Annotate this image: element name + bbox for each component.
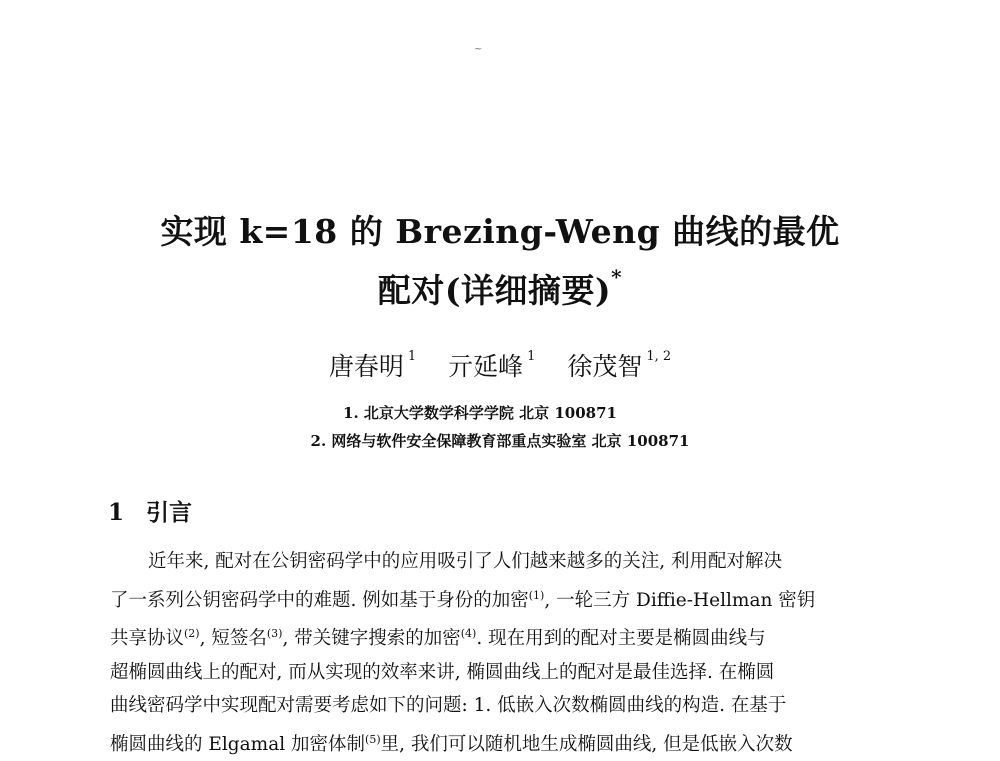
paragraph-line bbox=[110, 579, 890, 618]
paragraph-line: 近年来, 配对在公钥密码学中的应用吸引了人们越来越多的关注, 利用配对解决 bbox=[148, 551, 783, 572]
author-affiliation-mark: 1 bbox=[407, 348, 417, 364]
paragraph-text: 里, 我们可以随机地生成椭圆曲线, 但是低嵌入次数 bbox=[380, 733, 793, 755]
paragraph-text: . 现在用到的配对主要是椭圆曲线与 bbox=[476, 628, 766, 650]
author bbox=[448, 348, 536, 381]
section-heading bbox=[108, 494, 192, 527]
title-text-line2: 配对(详细摘要) bbox=[377, 271, 612, 310]
citation-ref: (5) bbox=[365, 732, 381, 746]
author-name: 徐茂智 bbox=[567, 352, 643, 381]
paragraph-text: 共享协议 bbox=[110, 628, 185, 650]
paper-title-line1 bbox=[0, 206, 1000, 253]
citation-ref: (3) bbox=[266, 627, 283, 641]
author-list bbox=[0, 347, 1000, 383]
author bbox=[567, 348, 672, 381]
paragraph-text: 椭圆曲线的 Elgamal 加密体制 bbox=[110, 733, 366, 755]
title-text-line1: 实现 k=18 的 Brezing-Weng 曲线的最优 bbox=[160, 212, 840, 251]
section-title: 引言 bbox=[146, 499, 193, 526]
paragraph-text: , 一轮三方 Diffie-Hellman 密钥 bbox=[544, 589, 816, 611]
citation-ref: (1) bbox=[528, 588, 545, 602]
title-footnote-mark: * bbox=[611, 265, 623, 289]
paragraph-line: 曲线密码学中实现配对需要考虑如下的问题: 1. 低嵌入次数椭圆曲线的构造. 在基于 bbox=[110, 695, 787, 717]
paragraph-text: 了一系列公钥密码学中的难题. 例如基于身份的加密 bbox=[110, 589, 529, 611]
paragraph-line: 超椭圆曲线上的配对, 而从实现的效率来讲, 椭圆曲线上的配对是最佳选择. 在椭圆 bbox=[110, 661, 775, 683]
paragraph-text: , 短签名 bbox=[199, 628, 267, 650]
affiliation-2: 2. 网络与软件安全保障教育部重点实验室 北京 100871 bbox=[310, 432, 690, 450]
citation-ref: (4) bbox=[460, 627, 477, 641]
author-name: 唐春明 bbox=[328, 352, 404, 381]
affiliation-1: 1. 北京大学数学科学学院 北京 100871 bbox=[343, 404, 617, 422]
author bbox=[328, 348, 417, 381]
scan-speck: ~ bbox=[474, 44, 483, 55]
citation-ref: (2) bbox=[184, 627, 200, 641]
author-affiliation-mark: 1, 2 bbox=[646, 348, 672, 364]
paragraph-text: , 带关键字搜索的加密 bbox=[282, 628, 461, 650]
body-paragraph bbox=[110, 545, 890, 761]
paragraph-line bbox=[110, 617, 890, 656]
section-number: 1 bbox=[108, 499, 125, 526]
author-name: 亓延峰 bbox=[448, 352, 524, 381]
paper-title-line2 bbox=[0, 265, 1000, 312]
author-affiliation-mark: 1 bbox=[527, 348, 536, 364]
